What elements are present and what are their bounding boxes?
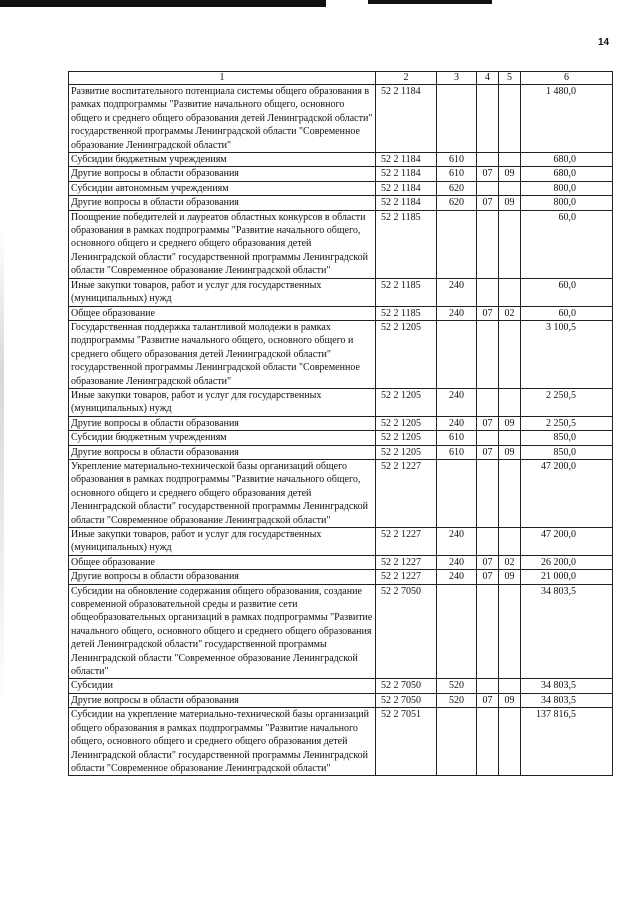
section-cell (477, 85, 499, 153)
amount-cell: 34 803,5 (521, 693, 613, 707)
subsection-cell (499, 679, 521, 693)
type-cell (437, 459, 477, 527)
amount-cell: 800,0 (521, 196, 613, 210)
name-cell: Субсидии автономным учреждениям (69, 181, 376, 195)
amount-cell: 34 803,5 (521, 584, 613, 679)
name-cell: Государственная поддержка талантливой молодежи в рамках подпрограммы "Развитие начального общего, основного общего и среднего общего образования детей Ленинградской области" государственной программы Ленинградской области "Современное образование Ленинградской области" (69, 320, 376, 388)
subsection-cell (499, 210, 521, 278)
table-row (69, 445, 613, 459)
subsection-cell (499, 181, 521, 195)
table-row (69, 679, 613, 693)
subsection-cell: 09 (499, 570, 521, 584)
table-row (69, 708, 613, 776)
section-cell: 07 (477, 416, 499, 430)
amount-cell: 47 200,0 (521, 459, 613, 527)
type-cell (437, 85, 477, 153)
subsection-cell: 09 (499, 445, 521, 459)
name-cell: Поощрение победителей и лауреатов областных конкурсов в области образования в рамках подпрограммы "Развитие начального общего, основного общего и среднего общего образования детей Ленинградской области" государственной программы Ленинградской области "Современное образование Ленинградской области" (69, 210, 376, 278)
amount-cell: 60,0 (521, 306, 613, 320)
table-row (69, 693, 613, 707)
amount-cell: 1 480,0 (521, 85, 613, 153)
code-cell: 52 2 1185 (376, 210, 437, 278)
section-cell: 07 (477, 196, 499, 210)
table-row (69, 196, 613, 210)
subsection-cell: 09 (499, 196, 521, 210)
type-cell: 610 (437, 153, 477, 167)
type-cell: 520 (437, 679, 477, 693)
name-cell: Развитие воспитательного потенциала системы общего образования в рамках подпрограммы "Развитие начального общего, основного общего и среднего общего образования детей Ленинградской области" государственной программы Ленинградской области "Современное образование Ленинградской области" (69, 85, 376, 153)
type-cell: 240 (437, 416, 477, 430)
name-cell: Иные закупки товаров, работ и услуг для государственных (муниципальных) нужд (69, 388, 376, 416)
amount-cell: 850,0 (521, 431, 613, 445)
name-cell: Иные закупки товаров, работ и услуг для государственных (муниципальных) нужд (69, 278, 376, 306)
amount-cell: 680,0 (521, 167, 613, 181)
table-header-row (69, 72, 613, 85)
code-cell: 52 2 1205 (376, 445, 437, 459)
name-cell: Субсидии бюджетным учреждениям (69, 153, 376, 167)
amount-cell: 21 000,0 (521, 570, 613, 584)
scan-edge-shadow (0, 230, 4, 710)
code-cell: 52 2 7050 (376, 679, 437, 693)
name-cell: Укрепление материально-технической базы организаций общего образования в рамках подпрограммы "Развитие начального общего, основного общего и среднего общего образования детей Ленинградской области" государственной программы Ленинградской области "Современное образование Ленинградской области" (69, 459, 376, 527)
code-cell: 52 2 1184 (376, 85, 437, 153)
code-cell: 52 2 1185 (376, 306, 437, 320)
table-row (69, 584, 613, 679)
amount-cell: 47 200,0 (521, 528, 613, 556)
section-cell: 07 (477, 693, 499, 707)
section-cell (477, 528, 499, 556)
code-cell: 52 2 1184 (376, 153, 437, 167)
name-cell: Общее образование (69, 306, 376, 320)
name-cell: Другие вопросы в области образования (69, 416, 376, 430)
budget-table (68, 71, 613, 776)
code-cell: 52 2 7050 (376, 693, 437, 707)
amount-cell: 680,0 (521, 153, 613, 167)
amount-cell: 34 803,5 (521, 679, 613, 693)
section-cell: 07 (477, 167, 499, 181)
type-cell: 520 (437, 693, 477, 707)
amount-cell: 60,0 (521, 278, 613, 306)
name-cell: Субсидии на обновление содержания общего образования, создание современной образовательной среды и развитие сети общеобразовательных организаций в рамках подпрограммы "Развитие начального общего, основного общего и среднего общего образования детей Ленинградской области" государственной программы Ленинградской области "Современное образование Ленинградской области" (69, 584, 376, 679)
header-cell: 2 (376, 72, 437, 85)
type-cell (437, 708, 477, 776)
code-cell: 52 2 1184 (376, 196, 437, 210)
table-row (69, 153, 613, 167)
name-cell: Другие вопросы в области образования (69, 570, 376, 584)
amount-cell: 800,0 (521, 181, 613, 195)
header-cell: 6 (521, 72, 613, 85)
table-row (69, 555, 613, 569)
type-cell: 240 (437, 528, 477, 556)
subsection-cell (499, 459, 521, 527)
table-row (69, 306, 613, 320)
name-cell: Иные закупки товаров, работ и услуг для государственных (муниципальных) нужд (69, 528, 376, 556)
amount-cell: 60,0 (521, 210, 613, 278)
code-cell: 52 2 1205 (376, 416, 437, 430)
header-cell: 1 (69, 72, 376, 85)
type-cell: 610 (437, 431, 477, 445)
table-row (69, 320, 613, 388)
type-cell (437, 210, 477, 278)
section-cell (477, 320, 499, 388)
subsection-cell (499, 153, 521, 167)
code-cell: 52 2 1205 (376, 388, 437, 416)
subsection-cell (499, 85, 521, 153)
amount-cell: 2 250,5 (521, 416, 613, 430)
code-cell: 52 2 7050 (376, 584, 437, 679)
type-cell: 240 (437, 306, 477, 320)
type-cell: 240 (437, 570, 477, 584)
section-cell (477, 679, 499, 693)
type-cell: 240 (437, 388, 477, 416)
amount-cell: 850,0 (521, 445, 613, 459)
code-cell: 52 2 1205 (376, 431, 437, 445)
table-row (69, 416, 613, 430)
section-cell (477, 181, 499, 195)
type-cell (437, 584, 477, 679)
table-row (69, 85, 613, 153)
name-cell: Другие вопросы в области образования (69, 196, 376, 210)
amount-cell: 26 200,0 (521, 555, 613, 569)
section-cell (477, 431, 499, 445)
table-row (69, 167, 613, 181)
subsection-cell: 09 (499, 167, 521, 181)
subsection-cell (499, 584, 521, 679)
subsection-cell: 09 (499, 693, 521, 707)
header-cell: 4 (477, 72, 499, 85)
type-cell: 620 (437, 181, 477, 195)
code-cell: 52 2 1185 (376, 278, 437, 306)
section-cell: 07 (477, 555, 499, 569)
code-cell: 52 2 1205 (376, 320, 437, 388)
section-cell (477, 153, 499, 167)
section-cell: 07 (477, 445, 499, 459)
amount-cell: 137 816,5 (521, 708, 613, 776)
table-row (69, 570, 613, 584)
subsection-cell: 02 (499, 306, 521, 320)
subsection-cell (499, 708, 521, 776)
subsection-cell (499, 528, 521, 556)
table-row (69, 278, 613, 306)
subsection-cell (499, 388, 521, 416)
code-cell: 52 2 1227 (376, 555, 437, 569)
section-cell (477, 388, 499, 416)
subsection-cell (499, 431, 521, 445)
subsection-cell (499, 320, 521, 388)
name-cell: Общее образование (69, 555, 376, 569)
section-cell (477, 278, 499, 306)
type-cell: 610 (437, 167, 477, 181)
subsection-cell: 02 (499, 555, 521, 569)
code-cell: 52 2 1227 (376, 528, 437, 556)
table-row (69, 459, 613, 527)
type-cell: 610 (437, 445, 477, 459)
table-row (69, 528, 613, 556)
table-row (69, 181, 613, 195)
name-cell: Субсидии бюджетным учреждениям (69, 431, 376, 445)
header-cell: 3 (437, 72, 477, 85)
section-cell (477, 459, 499, 527)
code-cell: 52 2 1227 (376, 459, 437, 527)
section-cell (477, 584, 499, 679)
name-cell: Другие вопросы в области образования (69, 167, 376, 181)
name-cell: Субсидии (69, 679, 376, 693)
subsection-cell (499, 278, 521, 306)
code-cell: 52 2 1184 (376, 167, 437, 181)
code-cell: 52 2 1227 (376, 570, 437, 584)
table-row (69, 388, 613, 416)
name-cell: Субсидии на укрепление материально-технической базы организаций общего образования в рамках подпрограммы "Развитие начального общего, основного общего и среднего общего образования детей Ленинградской области" государственной программы Ленинградской области "Современное образование Ленинградской области" (69, 708, 376, 776)
table-row (69, 431, 613, 445)
section-cell (477, 210, 499, 278)
scan-artifact-bar (368, 0, 492, 4)
section-cell: 07 (477, 306, 499, 320)
name-cell: Другие вопросы в области образования (69, 445, 376, 459)
type-cell: 240 (437, 278, 477, 306)
type-cell (437, 320, 477, 388)
code-cell: 52 2 7051 (376, 708, 437, 776)
subsection-cell: 09 (499, 416, 521, 430)
name-cell: Другие вопросы в области образования (69, 693, 376, 707)
table-row (69, 210, 613, 278)
amount-cell: 3 100,5 (521, 320, 613, 388)
type-cell: 240 (437, 555, 477, 569)
scan-artifact-bar (0, 0, 326, 7)
type-cell: 620 (437, 196, 477, 210)
amount-cell: 2 250,5 (521, 388, 613, 416)
page-number: 14 (598, 37, 610, 48)
code-cell: 52 2 1184 (376, 181, 437, 195)
section-cell (477, 708, 499, 776)
section-cell: 07 (477, 570, 499, 584)
header-cell: 5 (499, 72, 521, 85)
